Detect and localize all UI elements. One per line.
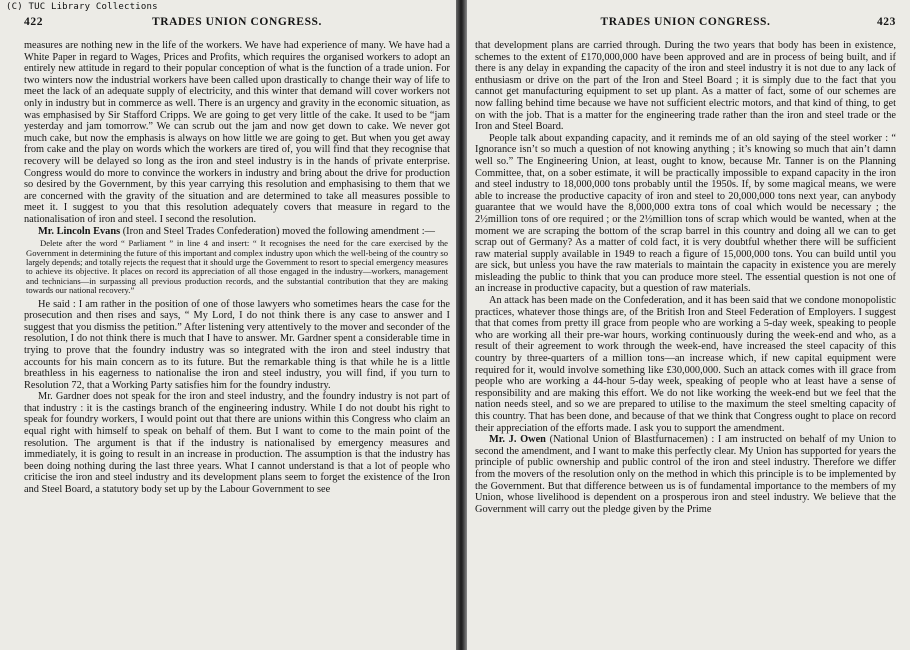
- paragraph-text: (Iron and Steel Trades Confederation) moved the following amendment :—: [120, 225, 435, 237]
- right-page: [467, 0, 910, 650]
- copyright-watermark: (C) TUC Library Collections: [6, 2, 158, 12]
- left-page-number: 422: [24, 16, 44, 28]
- speaker-paragraph: [475, 434, 896, 515]
- left-running-title: TRADES UNION CONGRESS.: [151, 16, 323, 28]
- speaker-paragraph: [24, 226, 450, 238]
- right-running-head: [475, 16, 896, 30]
- paragraph: Mr. Gardner does not speak for the iron and steel industry, and the foundry industry is not part of that industry : it is the castings branch of the engineering industry. While I do not doubt his right to speak for foundry workers, I would point out that there are unions within this Congress who claim an equal right with himself to speak on behalf of them. But I want to come to the main point of the resolution. The argument is that if the industry is nationalised by emergency measures and immediately, it is going to result in an increase in production. The assumption is that the industry has been doing nothing during the last three years. What I cannot understand is that a lot of people who criticise the iron and steel industry and its development plans seem to forget the existence of the Iron and Steel Board, a statutory body set up by the Labour Government to see: [24, 391, 450, 496]
- paragraph: that development plans are carried through. During the two years that body has been in existence, schemes to the extent of £170,000,000 have been approved and are in process of being built, and if there is any delay in expanding the capacity of the iron and steel industry it is not due to any lack of enthusiasm or drive on the part of the Iron and Steel Board ; it is simply due to the fact that you cannot get manufacturing equipment to set up plant. As a matter of fact, some of our schemes are now falling behind time because we have not sufficient electric motors, and that kind of thing, to get on with the job. That is a matter for the engineering trade rather than the iron and steel trade or the Iron and Steel Board.: [475, 40, 896, 133]
- amendment-text: Delete after the word “ Parliament ” in line 4 and insert: “ It recognises the need for the care exercised by the Government in determining the future of this important and complex industry upon which the well-being of the country so largely depends; and totally rejects the request that it should urge the Government to resort to special emergency measures to achieve its objective. It places on record its appreciation of all those engaged in the industry—workers, management and technicians—in surpassing all previous production records, and the substantial contribution that they are making towards our national recovery.”: [26, 238, 448, 296]
- paragraph: measures are nothing new in the life of the workers. We have had experience of many. We have had a White Paper in regard to Wages, Prices and Profits, which requires the organised workers to adopt an entirely new attitude in regard to their popular conception of what is the function of a trade union. For two winters now the industrial workers have been called upon drastically to change their way of life to meet the lack of an adequate supply of electricity, and this winter that demand will cover workers not only in industry but in commerce as well. There is an urgency and gravity in the economic situation, as was emphasised by Sir Stafford Cripps. We are going to get very little of the cake. It used to be “jam yesterday and jam tomorrow.” We can scrub out the jam and now get down to cake. We never got much cake, but now the emphasis is always on how little we are going to get. But when you get away from cake and the play on words which the workers are tired of, you will find that they recognise that recovery will be delayed so long as the iron and steel industry is in the hands of private enterprise. Congress would do more to convince the workers in industry and bring about the drive for production so desired by the Government, by this year carrying this resolution and emphasising to them that we are concerned with the gravity of the situation and are determined to take all measures possible to meet it. I suggest to you that this resolution adequately covers that measure in regard to the nationalisation of iron and steel. I second the resolution.: [24, 40, 450, 225]
- right-page-text: [475, 40, 896, 515]
- left-running-head: [24, 16, 450, 30]
- speaker-name: Mr. Lincoln Evans: [38, 225, 121, 237]
- paragraph: He said : I am rather in the position of one of those lawyers who sometimes hears the case for the prosecution and then rises and says, “ My Lord, I do not think there is any case to answer and I suggest that you dismiss the petition.” After listening very attentively to the mover and seconder of the resolution, I do not think there is much that I have to answer. Mr. Gardner spent a considerable time in trying to prove that the foundry industry was so integrated with the iron and steel industry that accounts for his main concern as to its future. But the remarkable thing is that while he is a little breathless in his eagerness to nationalise the iron and steel industry, you will find, if you turn to Resolution 72, that a Working Party satisfies him for the foundry industry.: [24, 298, 450, 391]
- right-page-number: 423: [876, 16, 896, 28]
- right-running-title: TRADES UNION CONGRESS.: [600, 16, 771, 28]
- paragraph: People talk about expanding capacity, and it reminds me of an old saying of the steel worker : “ Ignorance isn’t so much a question of not knowing anything ; it’s knowing so much that ain’t damn well so.” The Engineering Union, at least, ought to know, because Mr. Tanner is on the Planning Committee, that, on a sober estimate, it will be practically impossible to expand capacity in the iron and steel industry to 18,000,000 tons probably until the 1950s. If, by some magical means, we were able to increase the productive capacity of iron and steel to 20,000,000 tons next year, can anybody guarantee that we would have the 8,000,000 extra tons of coal which would be necessary ; the 2½million tons of ore required ; or the 2½million tons of scrap which would be wanted, when at the moment we are scraping the bottom of the scrap barrel in this country and doing all we can to get scrap out of Germany? As a matter of cold fact, it is very doubtful whether there will be sufficient raw material supply available in 1949 to reach a figure of 15,000,000 tons. You can build until you are sick, but unless you have the raw materials to maintain the capacity in existence you are merely misleading the public to think that you can produce more steel. The essential question is not one of an increase in productive capacity, but a question of raw materials.: [475, 132, 896, 295]
- book-gutter: [456, 0, 467, 650]
- left-page-text: [24, 40, 450, 496]
- paragraph-text: (National Union of Blastfurnacemen) : I am instructed on behalf of my Union to second the amendment, and I want to make this perfectly clear. My Union has supported for years the principle of public ownership and public control of the iron and steel industry. Therefore we differ from the movers of the resolution only on the method in which this principle is to be implemented by the Government. But that difference between us is of fundamental importance to the members of my Union, whose livelihood is dependent on a prosperous iron and steel industry. We believe that the Government will carry out the pledge given by the Prime: [475, 434, 897, 515]
- paragraph: An attack has been made on the Confederation, and it has been said that we condone monopolistic practices, whatever those things are, of the British Iron and Steel Federation of Employers. I suggest that that comes from pretty ill grace from people who are working a 5-day week, speaking to people who are working all their pre-war hours, working continuously during the week-end and who, as a result of their agreement to work through the week-end, have increased the steel capacity of this country by three-quarters of a million tons—an increase which, if new capital equipment were required for it, would involve something like £30,000,000. Such an attack comes with ill grace from people who are working a 44-hour 5-day week, speaking of people who at least have a sense of responsibility and are making this effort. We do not like working the week-end but we feel that the nation needs steel, and so we are prepared to utilise to the maximum the steel smelting capacity of this country. That has been done, and because of that we think that Congress ought to place on record their appreciation of the efforts made. I ask you to support the amendment.: [475, 295, 896, 434]
- speaker-name: Mr. J. Owen: [489, 434, 546, 446]
